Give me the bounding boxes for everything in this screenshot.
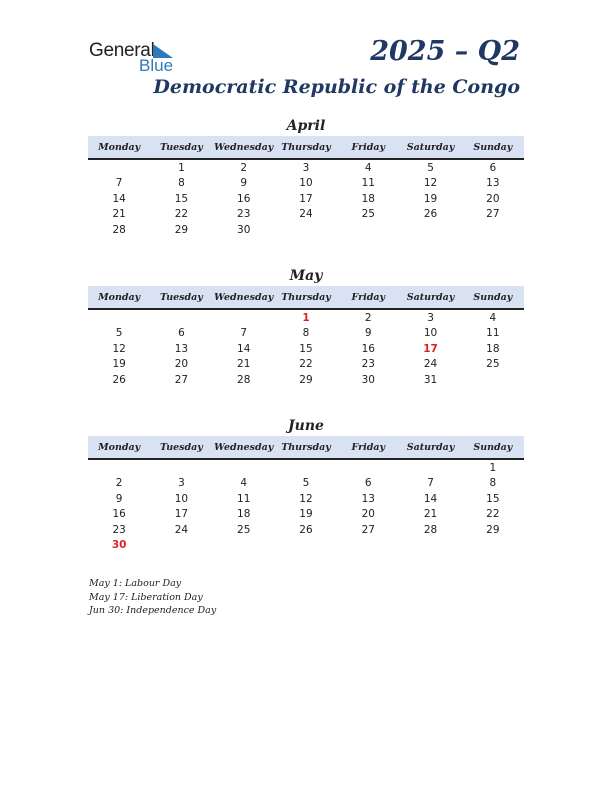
country-subtitle: Democratic Republic of the Congo bbox=[153, 76, 520, 98]
month-name: June bbox=[288, 418, 324, 434]
day-cell: 16 bbox=[237, 192, 251, 205]
week-row bbox=[88, 357, 524, 373]
week-row bbox=[88, 460, 524, 476]
day-cell: 6 bbox=[364, 477, 372, 490]
week-row bbox=[88, 491, 524, 507]
day-cell: 26 bbox=[112, 373, 126, 386]
day-cell: 26 bbox=[423, 208, 438, 221]
day-cell: 20 bbox=[174, 358, 189, 371]
weekday-label: Thursday bbox=[281, 441, 331, 453]
week-row bbox=[88, 538, 524, 554]
day-cell: 25 bbox=[237, 523, 251, 536]
day-cell: 22 bbox=[299, 358, 313, 371]
weekday-label: Friday bbox=[351, 141, 386, 153]
day-cell: 8 bbox=[302, 327, 310, 340]
day-cell: 6 bbox=[178, 327, 185, 340]
day-cell: 4 bbox=[489, 311, 497, 324]
weekday-label: Saturday bbox=[406, 291, 455, 303]
day-cell: 14 bbox=[112, 192, 126, 205]
weekday-label: Monday bbox=[98, 141, 141, 153]
day-cell: 9 bbox=[240, 177, 248, 190]
day-cell: 23 bbox=[361, 358, 375, 371]
weekday-label: Thursday bbox=[281, 291, 331, 303]
day-cell: 21 bbox=[237, 358, 251, 371]
day-cell: 15 bbox=[486, 492, 500, 505]
day-cell: 22 bbox=[174, 208, 189, 221]
day-cell: 8 bbox=[178, 177, 185, 190]
day-cell: 29 bbox=[174, 223, 189, 236]
week-row bbox=[88, 372, 524, 388]
month-may bbox=[88, 266, 524, 388]
day-cell: 10 bbox=[299, 177, 313, 190]
day-cell: 6 bbox=[489, 161, 497, 174]
day-cell: 16 bbox=[361, 342, 375, 355]
day-cell: 27 bbox=[174, 373, 189, 386]
weekday-label: Wednesday bbox=[214, 141, 274, 153]
logo-general-text: General bbox=[89, 40, 155, 61]
day-cell: 13 bbox=[174, 342, 189, 355]
day-cell: 23 bbox=[237, 208, 251, 221]
day-cell: 20 bbox=[361, 508, 375, 521]
holiday-notes bbox=[89, 577, 216, 618]
weekday-label: Thursday bbox=[281, 141, 331, 153]
day-cell: 1 bbox=[489, 461, 497, 474]
month-april bbox=[88, 116, 524, 238]
day-cell: 13 bbox=[361, 492, 375, 505]
day-cell: 21 bbox=[423, 508, 438, 521]
day-cell: 30 bbox=[111, 539, 127, 552]
day-cell: 5 bbox=[302, 477, 310, 490]
day-cell: 26 bbox=[299, 523, 313, 536]
weekday-label: Tuesday bbox=[160, 291, 203, 303]
day-cell: 7 bbox=[115, 177, 123, 190]
week-row bbox=[88, 310, 524, 326]
day-cell: 11 bbox=[237, 492, 251, 505]
day-cell: 10 bbox=[174, 492, 189, 505]
day-cell: 19 bbox=[423, 192, 438, 205]
day-cell: 11 bbox=[361, 177, 375, 190]
day-cell: 7 bbox=[240, 327, 248, 340]
day-cell: 24 bbox=[174, 523, 189, 536]
day-cell: 18 bbox=[237, 508, 251, 521]
day-cell: 18 bbox=[361, 192, 375, 205]
day-cell: 2 bbox=[364, 311, 372, 324]
holiday-note: May 1: Labour Day bbox=[89, 578, 182, 589]
day-cell: 2 bbox=[240, 161, 248, 174]
holiday-note: Jun 30: Independence Day bbox=[89, 605, 217, 616]
day-cell: 16 bbox=[112, 508, 126, 521]
day-cell: 5 bbox=[427, 161, 434, 174]
day-cell: 24 bbox=[423, 358, 438, 371]
day-cell: 7 bbox=[427, 477, 434, 490]
week-row bbox=[88, 160, 524, 176]
day-cell: 12 bbox=[423, 177, 438, 190]
day-cell: 22 bbox=[486, 508, 500, 521]
weekday-label: Sunday bbox=[473, 291, 513, 303]
day-cell: 3 bbox=[302, 161, 310, 174]
day-cell: 20 bbox=[486, 192, 500, 205]
weekday-header bbox=[88, 286, 524, 310]
day-cell: 4 bbox=[240, 477, 248, 490]
day-cell: 14 bbox=[237, 342, 251, 355]
day-cell: 18 bbox=[486, 342, 500, 355]
logo-blue-text: Blue bbox=[139, 56, 174, 75]
day-cell: 17 bbox=[423, 342, 438, 355]
weekday-label: Saturday bbox=[406, 441, 455, 453]
weekday-label: Tuesday bbox=[160, 441, 203, 453]
day-cell: 27 bbox=[361, 523, 375, 536]
day-cell: 24 bbox=[299, 208, 313, 221]
day-cell: 17 bbox=[299, 192, 313, 205]
day-cell: 5 bbox=[115, 327, 123, 340]
day-cell: 3 bbox=[178, 477, 185, 490]
day-cell: 21 bbox=[112, 208, 126, 221]
day-cell: 28 bbox=[237, 373, 251, 386]
day-cell: 29 bbox=[299, 373, 313, 386]
day-cell: 2 bbox=[115, 477, 123, 490]
day-cell: 4 bbox=[364, 161, 372, 174]
week-row bbox=[88, 222, 524, 238]
week-row bbox=[88, 176, 524, 192]
day-cell: 15 bbox=[174, 192, 189, 205]
day-cell: 29 bbox=[486, 523, 500, 536]
day-cell: 9 bbox=[364, 327, 372, 340]
day-cell: 23 bbox=[112, 523, 126, 536]
weekday-label: Friday bbox=[351, 291, 386, 303]
week-row bbox=[88, 191, 524, 207]
week-row bbox=[88, 341, 524, 357]
day-cell: 31 bbox=[423, 373, 438, 386]
weekday-header bbox=[88, 436, 524, 460]
holiday-note: May 17: Liberation Day bbox=[89, 591, 203, 603]
weekday-header bbox=[88, 136, 524, 160]
day-cell: 17 bbox=[174, 508, 189, 521]
day-cell: 3 bbox=[427, 311, 434, 324]
day-cell: 14 bbox=[423, 492, 438, 505]
week-row bbox=[88, 476, 524, 492]
weekday-label: Monday bbox=[98, 291, 141, 303]
week-row bbox=[88, 326, 524, 342]
weekday-label: Friday bbox=[351, 441, 386, 453]
day-cell: 13 bbox=[486, 177, 500, 190]
day-cell: 27 bbox=[486, 208, 500, 221]
weekday-label: Wednesday bbox=[214, 291, 274, 303]
day-cell: 11 bbox=[486, 327, 500, 340]
day-cell: 1 bbox=[178, 161, 185, 174]
day-cell: 12 bbox=[299, 492, 313, 505]
weekday-label: Tuesday bbox=[160, 141, 203, 153]
page-title: 2025 – Q2 bbox=[370, 36, 520, 67]
day-cell: 28 bbox=[423, 523, 438, 536]
week-row bbox=[88, 207, 524, 223]
day-cell: 8 bbox=[489, 477, 497, 490]
weekday-label: Monday bbox=[98, 441, 141, 453]
day-cell: 1 bbox=[302, 311, 310, 324]
day-cell: 12 bbox=[112, 342, 126, 355]
day-cell: 15 bbox=[299, 342, 313, 355]
day-cell: 25 bbox=[486, 358, 500, 371]
weekday-label: Saturday bbox=[406, 141, 455, 153]
week-row bbox=[88, 507, 524, 523]
weekday-label: Sunday bbox=[473, 141, 513, 153]
month-june bbox=[88, 416, 524, 553]
day-cell: 30 bbox=[361, 373, 375, 386]
month-name: April bbox=[286, 118, 326, 134]
day-cell: 28 bbox=[112, 223, 126, 236]
generalblue-logo bbox=[89, 40, 174, 75]
day-cell: 9 bbox=[115, 492, 123, 505]
month-name: May bbox=[289, 268, 323, 284]
weekday-label: Sunday bbox=[473, 441, 513, 453]
day-cell: 25 bbox=[361, 208, 375, 221]
day-cell: 19 bbox=[112, 358, 126, 371]
day-cell: 30 bbox=[237, 223, 251, 236]
weekday-label: Wednesday bbox=[214, 441, 274, 453]
day-cell: 19 bbox=[299, 508, 313, 521]
week-row bbox=[88, 522, 524, 538]
day-cell: 10 bbox=[423, 327, 438, 340]
